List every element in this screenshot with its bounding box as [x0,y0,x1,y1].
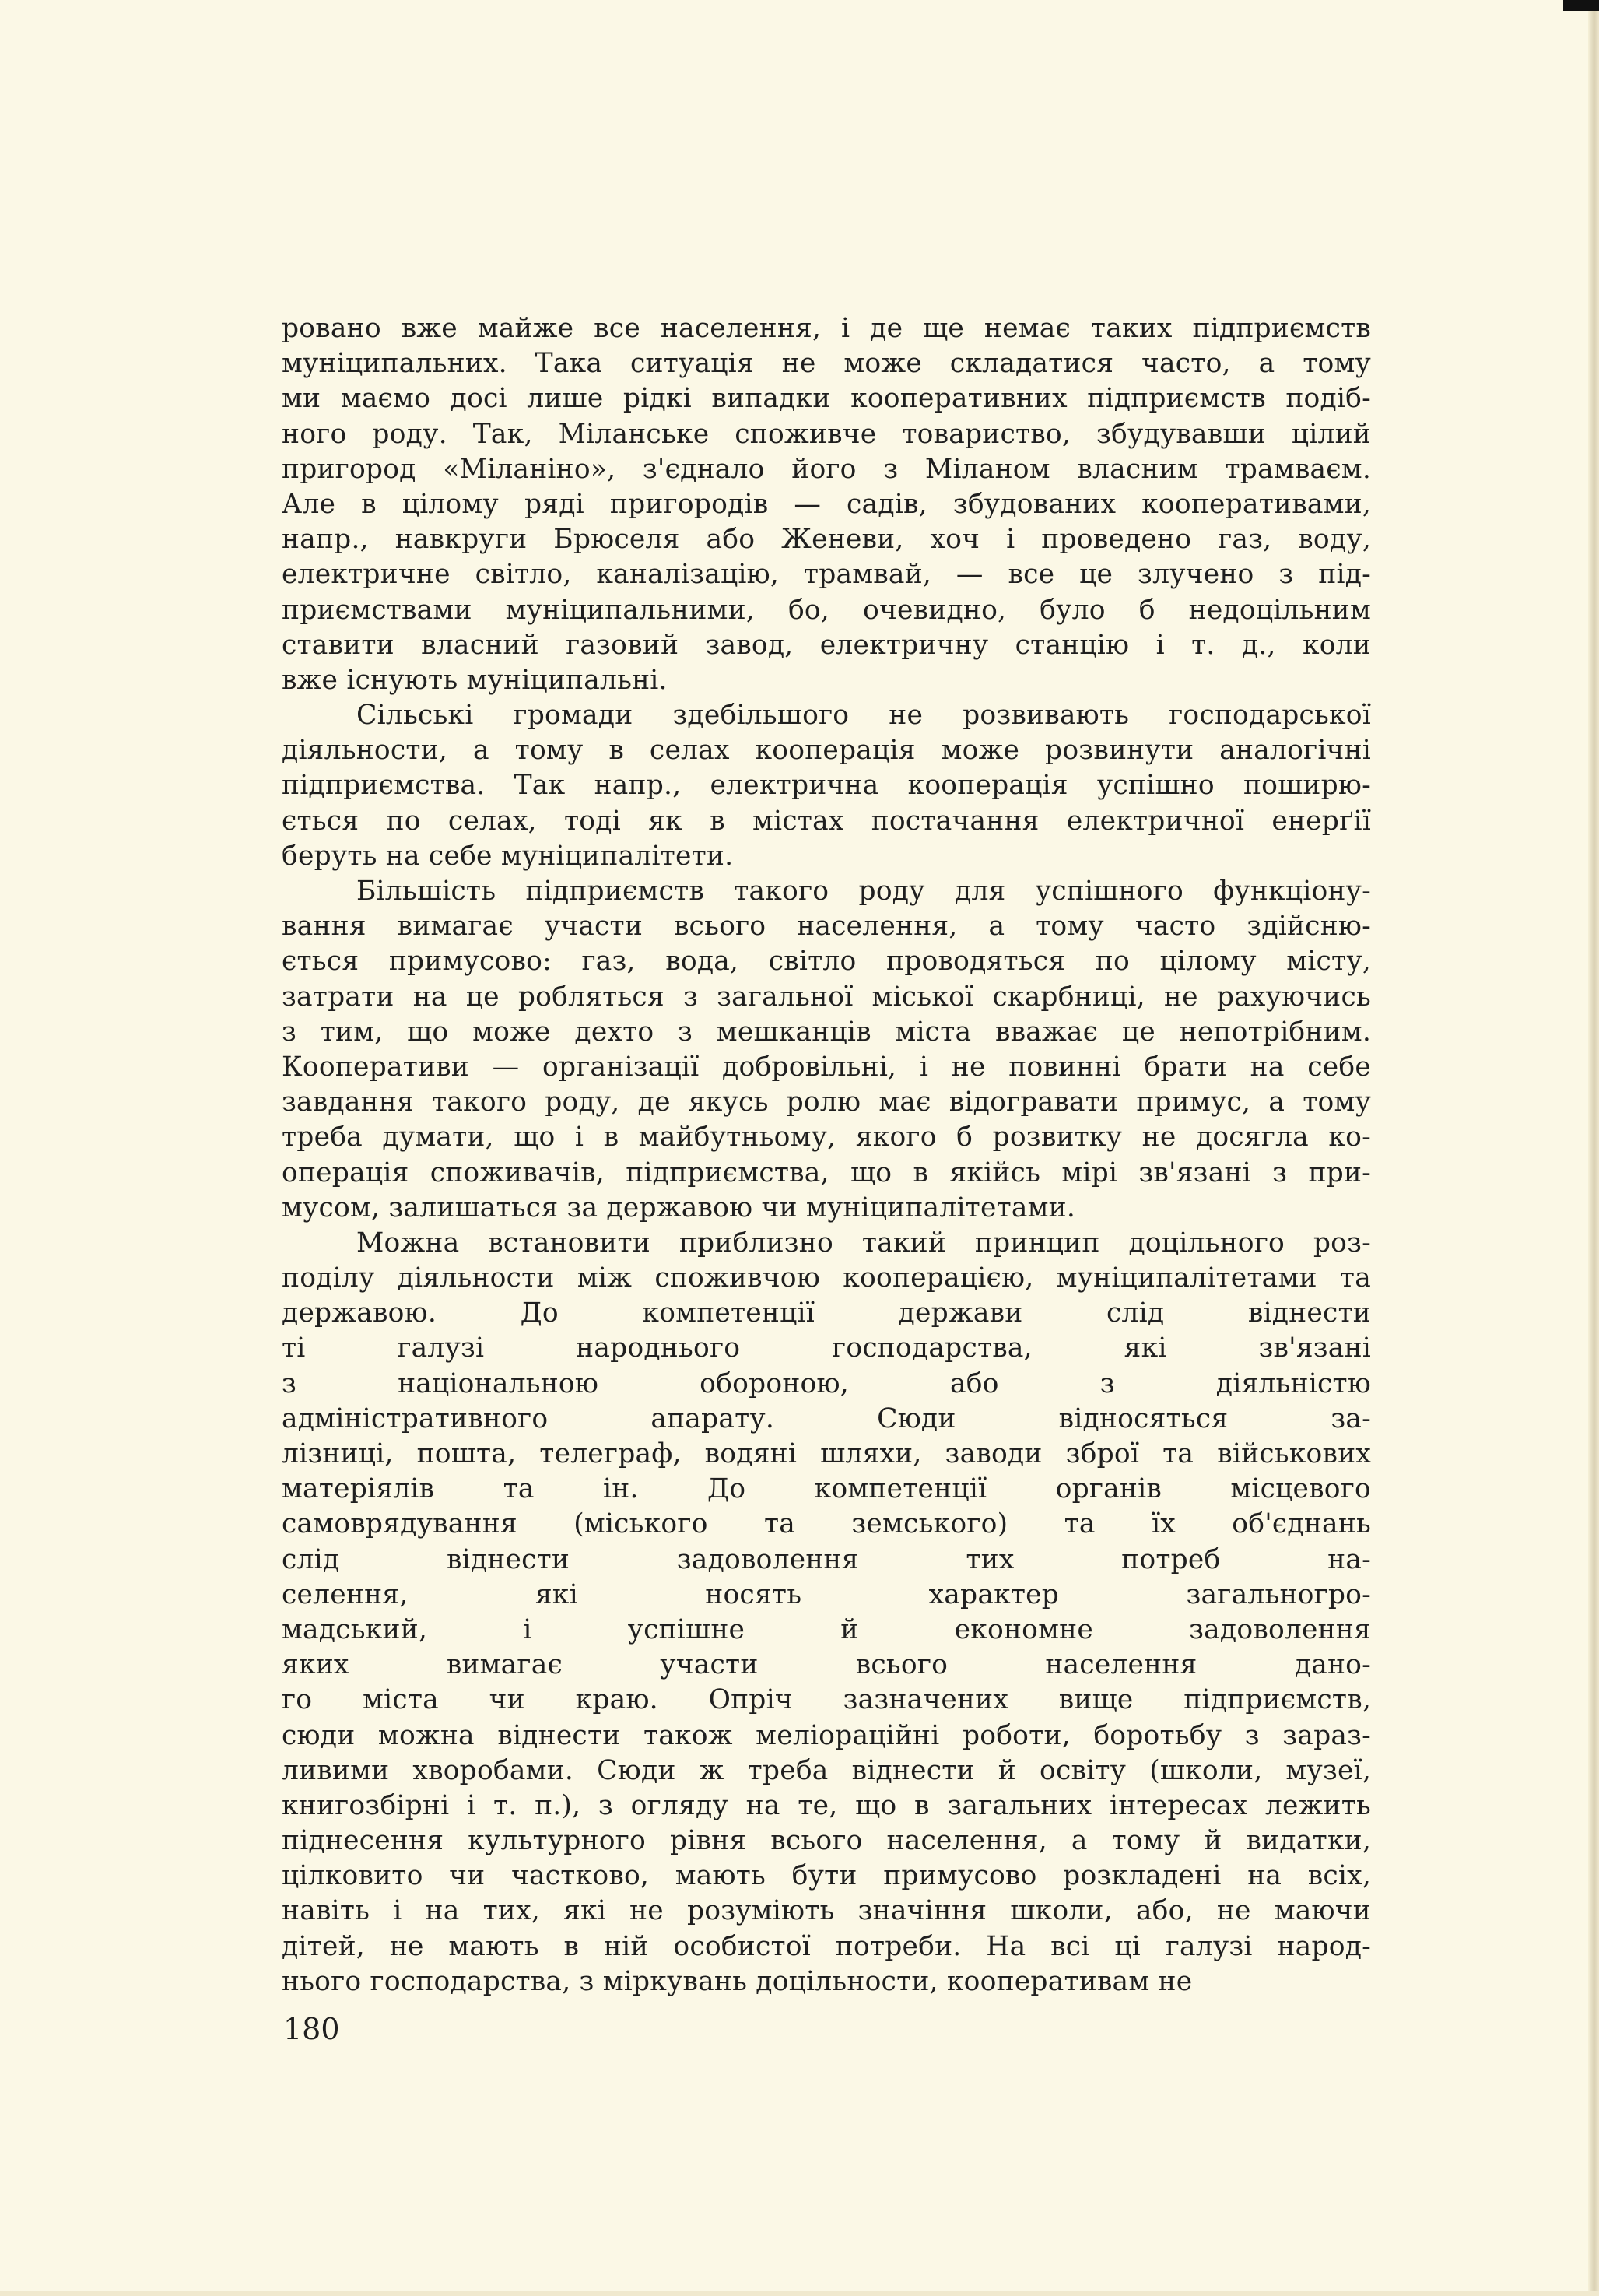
text-line: Кооперативи — організації добровільні, і не повинні брати на себе [282,1051,1371,1083]
text-line: приємствами муніципальними, бо, очевидно, було б недоцільним [282,594,1371,626]
page-number: 180 [283,2012,340,2046]
text-line: ті галузі народнього господарства, які зв'язані [282,1332,1371,1364]
body-text [282,311,1371,1999]
text-line: адміністративного апарату. Сюди відносяться за- [282,1403,1371,1434]
text-line: Але в цілому ряді пригородів — садів, збудованих кооперативами, [282,488,1371,520]
text-line: селення, які носять характер загальногро- [282,1578,1371,1610]
text-line: го міста чи краю. Опріч зазначених вище підприємств, [282,1684,1371,1716]
text-line: державою. До компетенції держави слід віднести [282,1297,1371,1329]
text-line: завдання такого роду, де якусь ролю має відогравати примус, а тому [282,1087,1371,1118]
text-line: лізниці, пошта, телеграф, водяні шляхи, заводи зброї та військових [282,1438,1371,1469]
text-line: сюди можна віднести також меліораційні роботи, боротьбу з зараз- [282,1719,1371,1751]
text-line: ставити власний газовий завод, електричну станцію і т. д., коли [282,629,1371,661]
text-line: ми маємо досі лише рідкі випадки кооперативних підприємств подіб- [282,383,1371,415]
text-line: матеріялів та ін. До компетенції органів місцевого [282,1473,1371,1505]
text-line: слід віднести задоволення тих потреб на- [282,1543,1371,1575]
text-line: напр., навкруги Брюселя або Женеви, хоч і проведено газ, воду, [282,524,1371,556]
text-line: діяльности, а тому в селах кооперація може розвинути аналогічні [282,735,1371,767]
text-line: вже існують муніципальні. [282,664,668,696]
text-line: ливими хворобами. Сюди ж треба віднести й освіту (школи, музеї, [282,1754,1371,1786]
text-line: цілковито чи частково, мають бути примусово розкладені на всіх, [282,1860,1371,1892]
text-line: Сільські громади здебільшого не розвивають господарської [356,700,1371,732]
text-line: ного роду. Так, Міланське споживче товариство, збудувавши цілий [282,418,1371,450]
text-line: навіть і на тих, які не розуміють значіння школи, або, не маючи [282,1895,1371,1927]
text-line: з національною обороною, або з діяльністю [282,1367,1371,1399]
text-line: беруть на себе муніципалітети. [282,840,734,872]
text-line: нього господарства, з міркувань доцільности, кооперативам не [282,1965,1193,1997]
text-line: мусом, залишаться за державою чи муніципалітетами. [282,1192,1076,1223]
text-line: Більшість підприємств такого роду для успішного функціону- [356,876,1371,907]
text-line: операція споживачів, підприємства, що в якійсь мірі зв'язані з при- [282,1157,1371,1188]
text-line: затрати на це робляться з загальної міської скарбниці, не рахуючись [282,981,1371,1013]
text-line: муніципальних. Така ситуація не може складатися часто, а тому [282,348,1371,380]
text-line: поділу діяльности між споживчою кооперацією, муніципалітетами та [282,1262,1371,1294]
text-line: ється по селах, тоді як в містах постачання електричної енерґії [282,805,1371,837]
text-line: Можна встановити приблизно такий принцип доцільного роз- [356,1227,1371,1259]
text-line: вання вимагає участи всього населення, а тому часто здійсню- [282,911,1371,943]
page-edge-shadow [1588,0,1599,2296]
text-line: ровано вже майже все населення, і де ще немає таких підприємств [282,313,1371,344]
text-line: самоврядування (міського та земського) та їх об'єднань [282,1508,1371,1540]
scan-corner-mark [1563,0,1599,11]
text-line: електричне світло, каналізацію, трамвай, — все це злучено з під- [282,559,1371,591]
text-line: книгозбірні і т. п.), з огляду на те, що в загальних інтересах лежить [282,1789,1371,1821]
page-bottom-edge [0,2291,1599,2296]
text-line: мадський, і успішне й економне задоволення [282,1613,1371,1645]
text-line: ється примусово: газ, вода, світло проводяться по цілому місту, [282,946,1371,978]
text-line: піднесення культурного рівня всього населення, а тому й видатки, [282,1825,1371,1857]
text-line: треба думати, що і в майбутньому, якого б розвитку не досягла ко- [282,1122,1371,1153]
text-line: пригород «Міланіно», з'єднало його з Міланом власним трамваєм. [282,453,1371,485]
text-line: дітей, не мають в ній особистої потреби. На всі ці галузі народ- [282,1930,1371,1962]
text-line: підприємства. Так напр., електрична кооперація успішно поширю- [282,770,1371,802]
text-line: з тим, що може дехто з мешканців міста вважає це непотрібним. [282,1016,1371,1048]
text-line: яких вимагає участи всього населення дано- [282,1649,1371,1681]
